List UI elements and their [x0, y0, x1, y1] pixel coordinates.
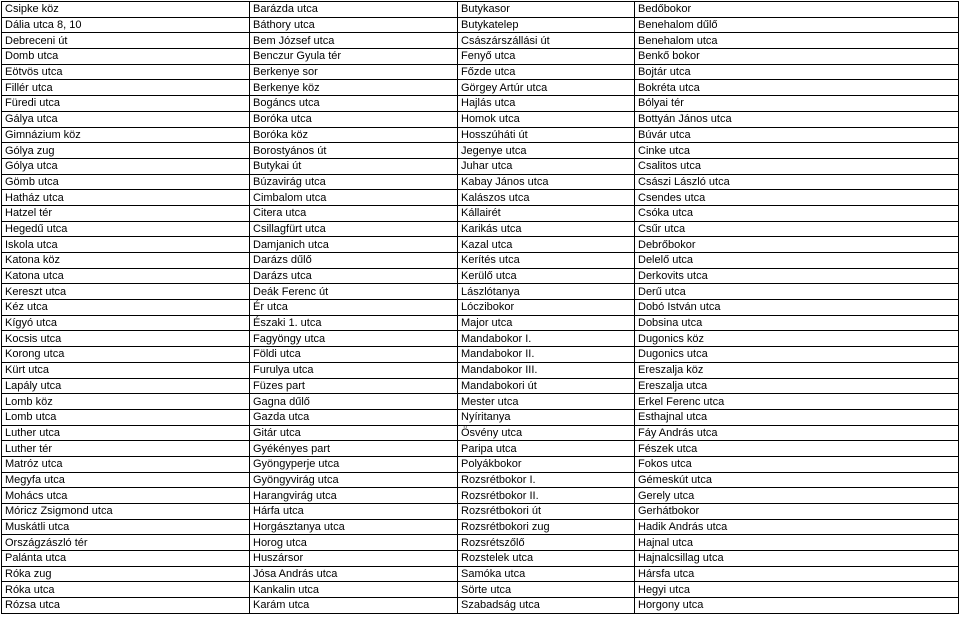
table-cell: Mandabokor III.: [458, 362, 635, 378]
table-cell: Citera utca: [250, 205, 458, 221]
table-cell: Bojtár utca: [635, 64, 959, 80]
table-row: [2, 504, 959, 520]
table-row: [2, 33, 959, 49]
table-cell: Búvár utca: [635, 127, 959, 143]
table-row: [2, 17, 959, 33]
table-cell: Derű utca: [635, 284, 959, 300]
table-cell: Major utca: [458, 315, 635, 331]
table-cell: Esthajnal utca: [635, 409, 959, 425]
table-cell: Görgey Artúr utca: [458, 80, 635, 96]
table-cell: Butykai út: [250, 158, 458, 174]
table-body: [2, 2, 959, 614]
table-cell: Huszársor: [250, 551, 458, 567]
table-row: [2, 441, 959, 457]
table-cell: Ér utca: [250, 300, 458, 316]
table-cell: Füredi utca: [2, 96, 250, 112]
table-cell: Hárfa utca: [250, 504, 458, 520]
table-cell: Domb utca: [2, 49, 250, 65]
table-cell: Gerely utca: [635, 488, 959, 504]
table-row: [2, 535, 959, 551]
table-cell: Báthory utca: [250, 17, 458, 33]
table-cell: Róka zug: [2, 566, 250, 582]
table-cell: Gyöngyperje utca: [250, 456, 458, 472]
table-cell: Lomb utca: [2, 409, 250, 425]
table-cell: Csűr utca: [635, 221, 959, 237]
table-cell: Csendes utca: [635, 190, 959, 206]
table-cell: Szabadság utca: [458, 598, 635, 614]
table-cell: Dobó István utca: [635, 300, 959, 316]
table-cell: Palánta utca: [2, 551, 250, 567]
table-cell: Rozstelek utca: [458, 551, 635, 567]
table-row: [2, 253, 959, 269]
table-cell: Bedőbokor: [635, 2, 959, 18]
table-cell: Sörte utca: [458, 582, 635, 598]
table-cell: Rozsrétbokor II.: [458, 488, 635, 504]
table-cell: Kalászos utca: [458, 190, 635, 206]
table-cell: Gömb utca: [2, 174, 250, 190]
table-cell: Bogáncs utca: [250, 96, 458, 112]
table-cell: Bem József utca: [250, 33, 458, 49]
table-cell: Mandabokori út: [458, 378, 635, 394]
table-cell: Katona köz: [2, 253, 250, 269]
table-cell: Hatház utca: [2, 190, 250, 206]
table-cell: Dugonics köz: [635, 331, 959, 347]
table-cell: Gálya utca: [2, 111, 250, 127]
table-cell: Bólyai tér: [635, 96, 959, 112]
table-cell: Harangvirág utca: [250, 488, 458, 504]
table-cell: Darázs utca: [250, 268, 458, 284]
table-row: [2, 221, 959, 237]
table-cell: Búzavirág utca: [250, 174, 458, 190]
table-cell: Boróka utca: [250, 111, 458, 127]
table-row: [2, 111, 959, 127]
table-cell: Lászlótanya: [458, 284, 635, 300]
table-cell: Paripa utca: [458, 441, 635, 457]
table-cell: Fenyő utca: [458, 49, 635, 65]
table-row: [2, 143, 959, 159]
table-row: [2, 378, 959, 394]
table-cell: Móricz Zsigmond utca: [2, 504, 250, 520]
table-cell: Gitár utca: [250, 425, 458, 441]
table-cell: Cimbalom utca: [250, 190, 458, 206]
table-cell: Korong utca: [2, 347, 250, 363]
table-cell: Karám utca: [250, 598, 458, 614]
table-cell: Erkel Ferenc utca: [635, 394, 959, 410]
table-cell: Borostyános út: [250, 143, 458, 159]
table-cell: Dobsina utca: [635, 315, 959, 331]
table-cell: Hadik András utca: [635, 519, 959, 535]
street-name-table: [1, 1, 959, 614]
table-cell: Fagyöngy utca: [250, 331, 458, 347]
table-cell: Barázda utca: [250, 2, 458, 18]
table-cell: Csalitos utca: [635, 158, 959, 174]
table-row: [2, 362, 959, 378]
table-cell: Horgony utca: [635, 598, 959, 614]
table-cell: Kerülő utca: [458, 268, 635, 284]
table-cell: Északi 1. utca: [250, 315, 458, 331]
table-cell: Hegyi utca: [635, 582, 959, 598]
table-cell: Rozsrétbokori zug: [458, 519, 635, 535]
table-row: [2, 2, 959, 18]
table-cell: Róka utca: [2, 582, 250, 598]
table-cell: Jósa András utca: [250, 566, 458, 582]
table-cell: Benehalom utca: [635, 33, 959, 49]
table-row: [2, 519, 959, 535]
table-row: [2, 425, 959, 441]
table-cell: Hegedű utca: [2, 221, 250, 237]
table-cell: Nyíritanya: [458, 409, 635, 425]
table-cell: Delelő utca: [635, 253, 959, 269]
table-cell: Ereszalja utca: [635, 378, 959, 394]
table-cell: Benkő bokor: [635, 49, 959, 65]
table-cell: Berkenye köz: [250, 80, 458, 96]
table-cell: Kerítés utca: [458, 253, 635, 269]
table-cell: Jegenye utca: [458, 143, 635, 159]
table-cell: Homok utca: [458, 111, 635, 127]
table-row: [2, 598, 959, 614]
table-cell: Megyfa utca: [2, 472, 250, 488]
table-cell: Rózsa utca: [2, 598, 250, 614]
table-cell: Karikás utca: [458, 221, 635, 237]
table-cell: Hajlás utca: [458, 96, 635, 112]
table-cell: Gerhátbokor: [635, 504, 959, 520]
table-cell: Kéz utca: [2, 300, 250, 316]
table-cell: Füzes part: [250, 378, 458, 394]
table-cell: Gazda utca: [250, 409, 458, 425]
table-row: [2, 49, 959, 65]
table-row: [2, 174, 959, 190]
table-row: [2, 96, 959, 112]
table-row: [2, 472, 959, 488]
table-cell: Fészek utca: [635, 441, 959, 457]
table-cell: Kabay János utca: [458, 174, 635, 190]
table-row: [2, 158, 959, 174]
table-cell: Hajnalcsillag utca: [635, 551, 959, 567]
table-cell: Rozsrétbokori út: [458, 504, 635, 520]
table-cell: Deák Ferenc út: [250, 284, 458, 300]
table-cell: Horog utca: [250, 535, 458, 551]
table-cell: Dugonics utca: [635, 347, 959, 363]
table-row: [2, 551, 959, 567]
table-row: [2, 394, 959, 410]
table-cell: Furulya utca: [250, 362, 458, 378]
table-row: [2, 566, 959, 582]
table-cell: Hatzel tér: [2, 205, 250, 221]
table-cell: Debrőbokor: [635, 237, 959, 253]
table-row: [2, 80, 959, 96]
table-cell: Katona utca: [2, 268, 250, 284]
table-cell: Ereszalja köz: [635, 362, 959, 378]
table-row: [2, 347, 959, 363]
table-cell: Kazal utca: [458, 237, 635, 253]
table-cell: Benehalom dűlő: [635, 17, 959, 33]
table-cell: Kereszt utca: [2, 284, 250, 300]
table-row: [2, 331, 959, 347]
table-cell: Fokos utca: [635, 456, 959, 472]
table-cell: Csipke köz: [2, 2, 250, 18]
table-cell: Kürt utca: [2, 362, 250, 378]
table-row: [2, 300, 959, 316]
table-cell: Kocsis utca: [2, 331, 250, 347]
table-row: [2, 456, 959, 472]
table-cell: Boróka köz: [250, 127, 458, 143]
table-row: [2, 315, 959, 331]
table-row: [2, 190, 959, 206]
table-cell: Butykasor: [458, 2, 635, 18]
table-cell: Horgásztanya utca: [250, 519, 458, 535]
table-row: [2, 268, 959, 284]
table-cell: Bokréta utca: [635, 80, 959, 96]
table-row: [2, 127, 959, 143]
table-cell: Hársfa utca: [635, 566, 959, 582]
table-cell: Hosszúháti út: [458, 127, 635, 143]
table-cell: Gyöngyvirág utca: [250, 472, 458, 488]
table-cell: Hajnal utca: [635, 535, 959, 551]
table-cell: Mandabokor II.: [458, 347, 635, 363]
table-cell: Lomb köz: [2, 394, 250, 410]
table-cell: Ösvény utca: [458, 425, 635, 441]
table-cell: Földi utca: [250, 347, 458, 363]
table-row: [2, 284, 959, 300]
table-cell: Luther tér: [2, 441, 250, 457]
table-cell: Butykatelep: [458, 17, 635, 33]
table-row: [2, 205, 959, 221]
table-cell: Bottyán János utca: [635, 111, 959, 127]
table-cell: Juhar utca: [458, 158, 635, 174]
table-cell: Berkenye sor: [250, 64, 458, 80]
table-cell: Gimnázium köz: [2, 127, 250, 143]
table-cell: Fáy András utca: [635, 425, 959, 441]
table-cell: Rozsrétszőlő: [458, 535, 635, 551]
table-cell: Főzde utca: [458, 64, 635, 80]
table-cell: Kállairét: [458, 205, 635, 221]
table-cell: Derkovits utca: [635, 268, 959, 284]
table-row: [2, 64, 959, 80]
table-cell: Luther utca: [2, 425, 250, 441]
table-cell: Polyákbokor: [458, 456, 635, 472]
table-cell: Mandabokor I.: [458, 331, 635, 347]
table-cell: Csóka utca: [635, 205, 959, 221]
table-cell: Dália utca 8, 10: [2, 17, 250, 33]
table-row: [2, 409, 959, 425]
table-cell: Gyékényes part: [250, 441, 458, 457]
table-cell: Rozsrétbokor I.: [458, 472, 635, 488]
table-cell: Gólya zug: [2, 143, 250, 159]
table-cell: Gólya utca: [2, 158, 250, 174]
table-cell: Lóczibokor: [458, 300, 635, 316]
table-cell: Lapály utca: [2, 378, 250, 394]
table-cell: Fillér utca: [2, 80, 250, 96]
table-cell: Mohács utca: [2, 488, 250, 504]
table-cell: Benczur Gyula tér: [250, 49, 458, 65]
table-row: [2, 582, 959, 598]
table-cell: Samóka utca: [458, 566, 635, 582]
table-cell: Darázs dűlő: [250, 253, 458, 269]
table-cell: Országzászló tér: [2, 535, 250, 551]
table-cell: Iskola utca: [2, 237, 250, 253]
table-cell: Damjanich utca: [250, 237, 458, 253]
table-cell: Csillagfürt utca: [250, 221, 458, 237]
table-cell: Debreceni út: [2, 33, 250, 49]
table-row: [2, 237, 959, 253]
table-row: [2, 488, 959, 504]
table-cell: Császárszállási út: [458, 33, 635, 49]
table-cell: Kígyó utca: [2, 315, 250, 331]
table-cell: Muskátli utca: [2, 519, 250, 535]
table-cell: Császi László utca: [635, 174, 959, 190]
table-cell: Mester utca: [458, 394, 635, 410]
table-cell: Matróz utca: [2, 456, 250, 472]
table-cell: Gagna dűlő: [250, 394, 458, 410]
table-cell: Eötvös utca: [2, 64, 250, 80]
table-cell: Gémeskút utca: [635, 472, 959, 488]
table-cell: Cinke utca: [635, 143, 959, 159]
table-cell: Kankalin utca: [250, 582, 458, 598]
